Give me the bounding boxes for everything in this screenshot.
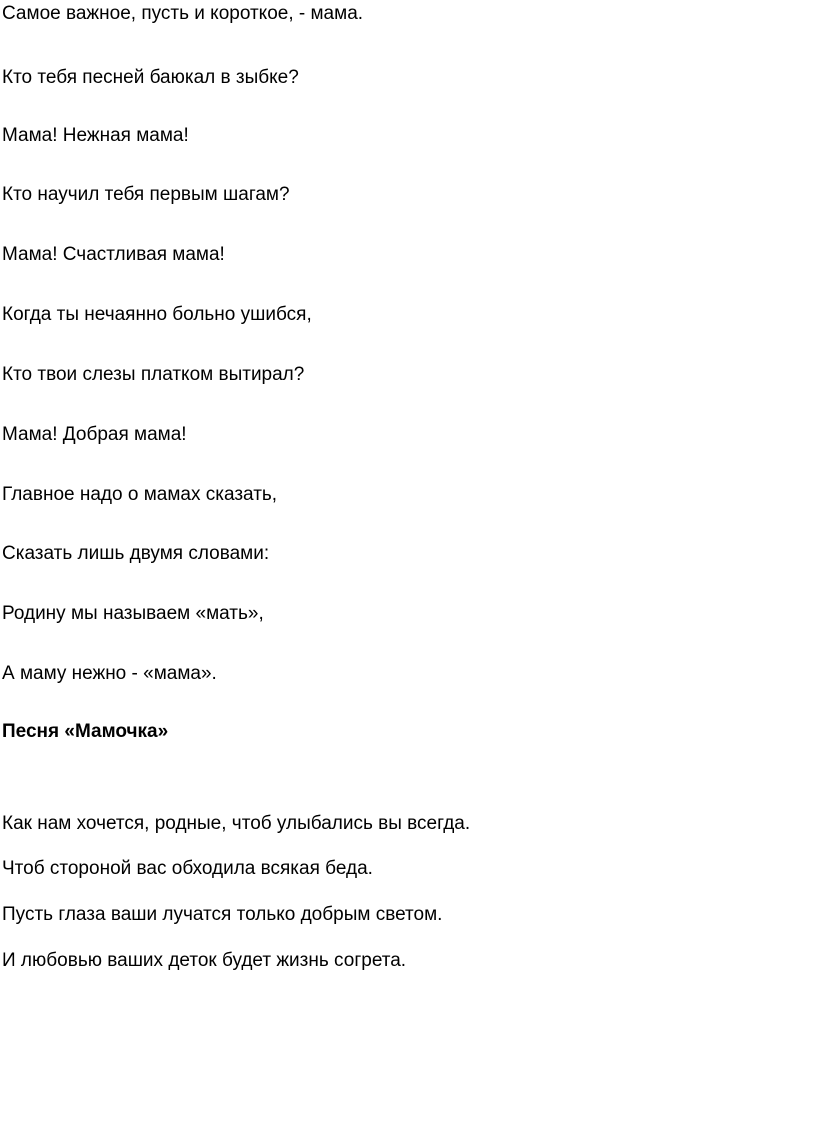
poem-line: Кто научил тебя первым шагам?	[2, 184, 290, 205]
song-title: Песня «Мамочка»	[2, 721, 169, 742]
poem-line: Кто твои слезы платком вытирал?	[2, 364, 305, 385]
song-line: Пусть глаза ваши лучатся только добрым светом.	[2, 904, 443, 925]
poem-line: Мама! Добрая мама!	[2, 424, 187, 445]
song-line: И любовью ваших деток будет жизнь согрета.	[2, 950, 407, 971]
poem-line: Когда ты нечаянно больно ушибся,	[2, 304, 312, 325]
poem-line: Кто тебя песней баюкал в зыбке?	[2, 67, 299, 88]
song-line: Как нам хочется, родные, чтоб улыбались вы всегда.	[2, 813, 471, 834]
poem-line: Мама! Нежная мама!	[2, 125, 189, 146]
poem-line: Сказать лишь двумя словами:	[2, 543, 270, 564]
poem-line: Родину мы называем «мать»,	[2, 603, 264, 624]
poem-line: А маму нежно - «мама».	[2, 663, 217, 684]
poem-line: Главное надо о мамах сказать,	[2, 484, 278, 505]
poem-line: Самое важное, пусть и короткое, - мама.	[2, 3, 364, 24]
song-line: Чтоб стороной вас обходила всякая беда.	[2, 858, 373, 879]
poem-line: Мама! Счастливая мама!	[2, 244, 225, 265]
